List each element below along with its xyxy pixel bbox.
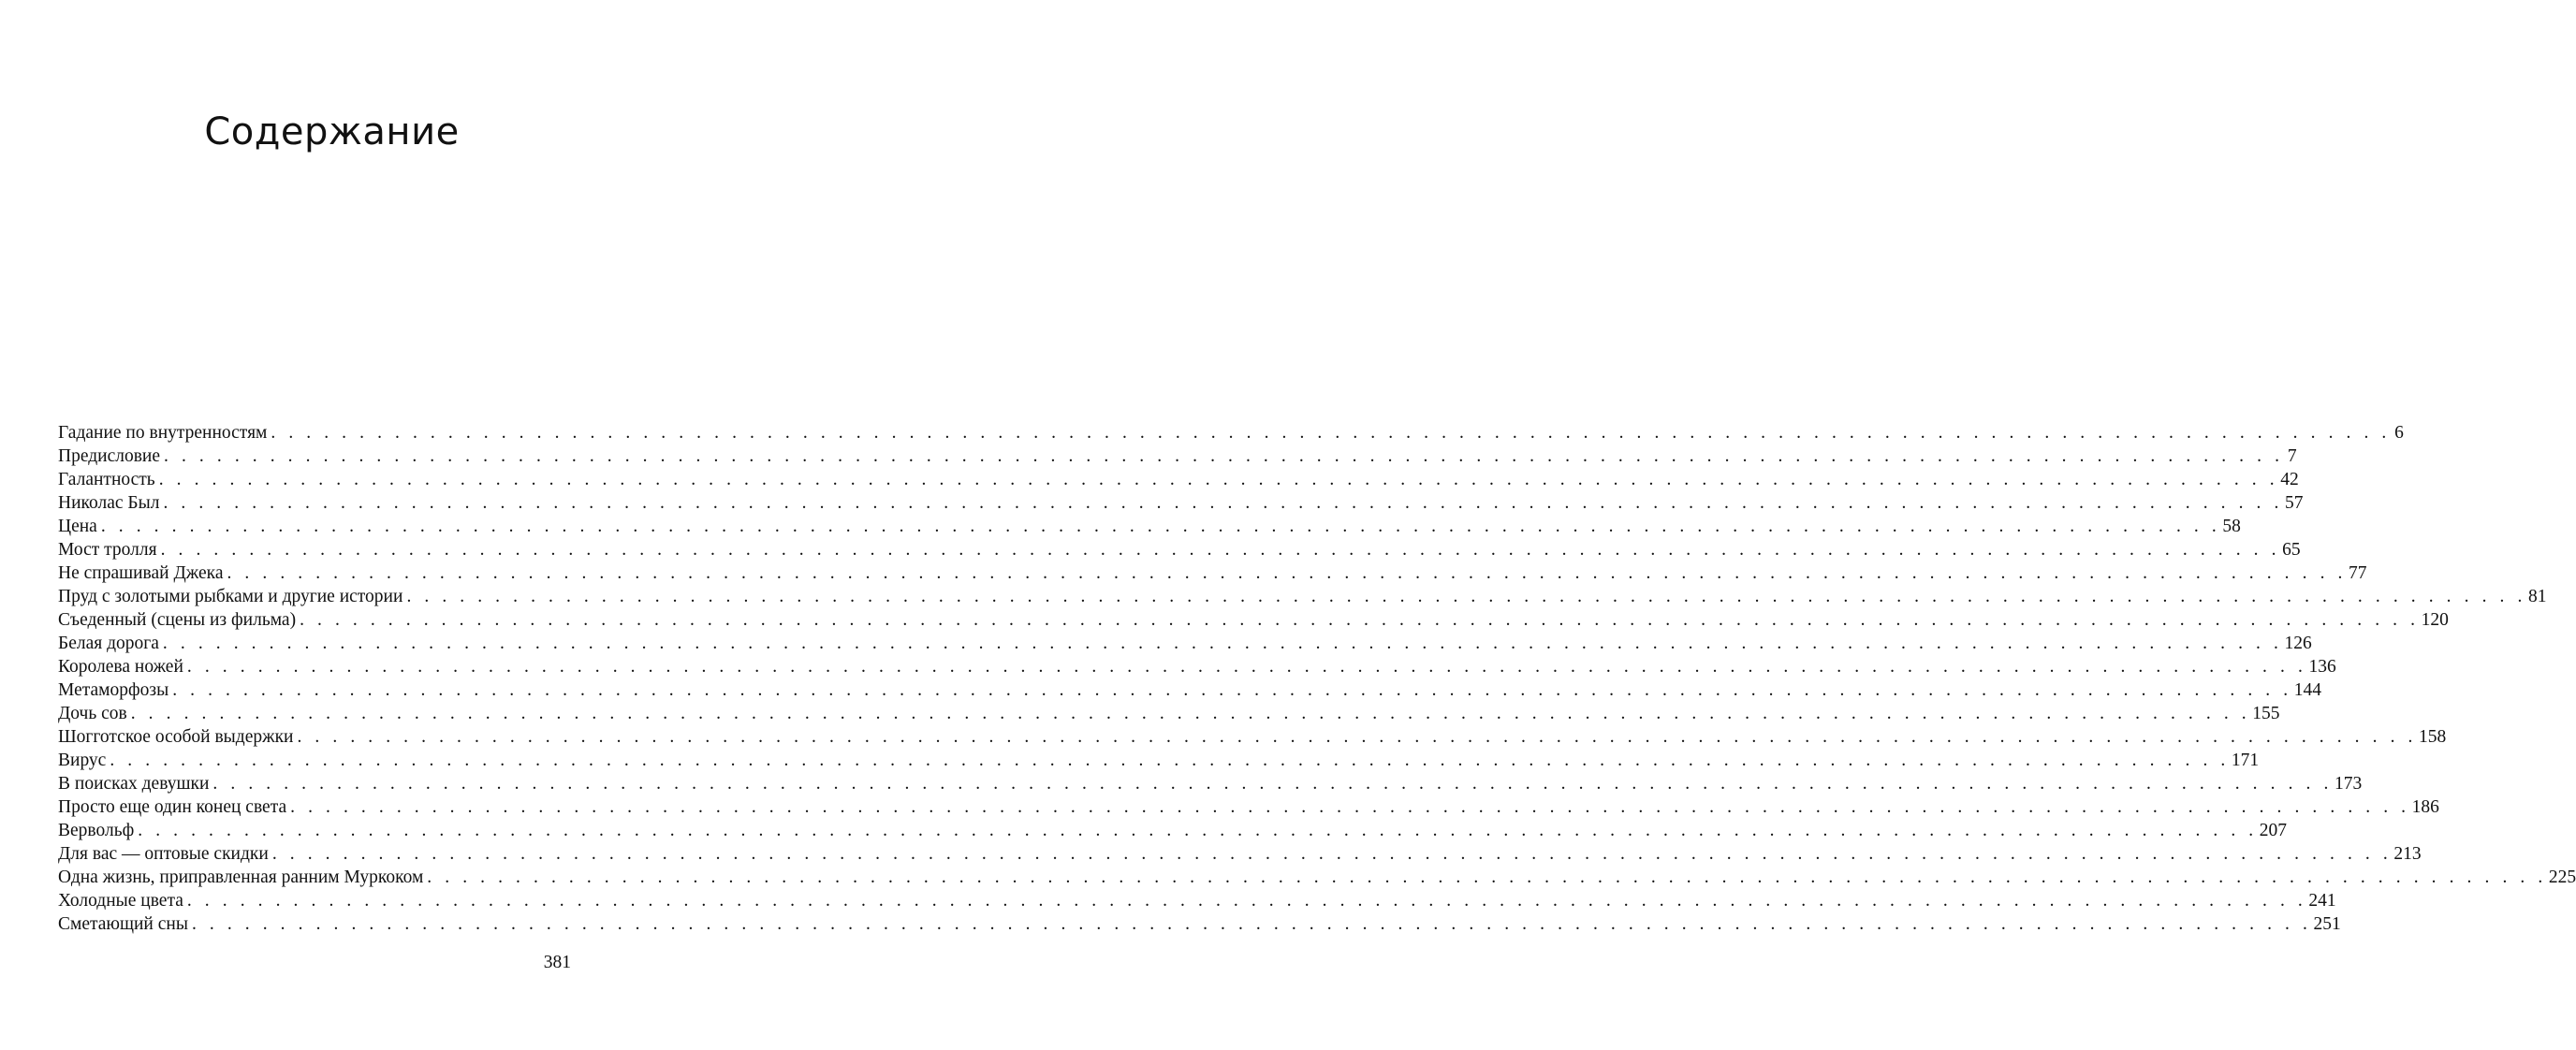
page-title: Содержание: [204, 110, 460, 153]
toc-entry-page: 58: [2222, 517, 2241, 536]
toc-entry-title: Для вас — оптовые скидки: [58, 844, 269, 864]
toc-entry-page: 251: [2313, 914, 2341, 934]
toc-dot-leader: . . . . . . . . . . . . . . . . . . . . . . . . . . . . . . . . . . . . . . . . . . . . . . . . . . . . . . . . . . . . . . . . . . . . . . . . . . . . . . . . . . . . . . . . . . . . . . . . . . . . . . . . . . . . . . . . . . . . . . . .: [212, 774, 2333, 794]
toc-dot-leader: . . . . . . . . . . . . . . . . . . . . . . . . . . . . . . . . . . . . . . . . . . . . . . . . . . . . . . . . . . . . . . . . . . . . . . . . . . . . . . . . . . . . . . . . . . . . . . . . . . . . . . . . . . . . . . . . . . . . . . . .: [297, 727, 2418, 747]
toc-entry-page: 171: [2231, 751, 2260, 770]
toc-entry-title: Метаморфозы: [58, 680, 169, 700]
toc-entry: [58, 445, 2297, 468]
toc-dot-leader: . . . . . . . . . . . . . . . . . . . . . . . . . . . . . . . . . . . . . . . . . . . . . . . . . . . . . . . . . . . . . . . . . . . . . . . . . . . . . . . . . . . . . . . . . . . . . . . . . . . . . . . . . . . . . . . . . . . . . . . .: [100, 517, 2221, 536]
toc-dot-leader: . . . . . . . . . . . . . . . . . . . . . . . . . . . . . . . . . . . . . . . . . . . . . . . . . . . . . . . . . . . . . . . . . . . . . . . . . . . . . . . . . . . . . . . . . . . . . . . . . . . . . . . . . . . . . . . . . . . . . . . .: [138, 821, 2258, 840]
toc-entry: [58, 725, 2447, 749]
toc-entry-title: Сметающий сны: [58, 914, 188, 934]
toc-entry: [58, 772, 2363, 795]
toc-dot-leader: . . . . . . . . . . . . . . . . . . . . . . . . . . . . . . . . . . . . . . . . . . . . . . . . . . . . . . . . . . . . . . . . . . . . . . . . . . . . . . . . . . . . . . . . . . . . . . . . . . . . . . . . . . . . . . . . . . . . . . . .: [300, 610, 2420, 630]
toc-entry: [58, 866, 2576, 889]
toc-entry: [58, 421, 2404, 445]
toc-entry-title: Не спрашивай Джека: [58, 563, 224, 583]
toc-entry-page: 126: [2284, 634, 2312, 653]
toc-entry: [58, 889, 2336, 912]
toc-entry-title: Предисловие: [58, 446, 161, 466]
toc-dot-leader: . . . . . . . . . . . . . . . . . . . . . . . . . . . . . . . . . . . . . . . . . . . . . . . . . . . . . . . . . . . . . . . . . . . . . . . . . . . . . . . . . . . . . . . . . . . . . . . . . . . . . . . . . . . . . . . . . . . . . . . .: [427, 868, 2547, 887]
toc-entry: [58, 561, 2367, 585]
toc-dot-leader: . . . . . . . . . . . . . . . . . . . . . . . . . . . . . . . . . . . . . . . . . . . . . . . . . . . . . . . . . . . . . . . . . . . . . . . . . . . . . . . . . . . . . . . . . . . . . . . . . . . . . . . . . . . . . . . . . . . . . . . .: [164, 446, 2284, 466]
toc-entry-title: Гадание по внутренностям: [58, 423, 268, 443]
toc-entry-title: Белая дорога: [58, 634, 159, 653]
table-of-contents: [58, 421, 2576, 936]
toc-dot-leader: . . . . . . . . . . . . . . . . . . . . . . . . . . . . . . . . . . . . . . . . . . . . . . . . . . . . . . . . . . . . . . . . . . . . . . . . . . . . . . . . . . . . . . . . . . . . . . . . . . . . . . . . . . . . . . . . . . . . . . . .: [191, 914, 2312, 934]
toc-entry-title: В поисках девушки: [58, 774, 210, 794]
toc-entry: [58, 678, 2321, 702]
toc-entry-title: Галантность: [58, 470, 155, 489]
toc-entry-title: Мост тролля: [58, 540, 157, 560]
toc-entry: [58, 749, 2260, 772]
toc-entry-page: 120: [2421, 610, 2449, 630]
toc-entry-page: 158: [2419, 727, 2447, 747]
toc-entry-title: Шогготское особой выдержки: [58, 727, 294, 747]
toc-entry-page: 241: [2308, 891, 2336, 911]
toc-dot-leader: . . . . . . . . . . . . . . . . . . . . . . . . . . . . . . . . . . . . . . . . . . . . . . . . . . . . . . . . . . . . . . . . . . . . . . . . . . . . . . . . . . . . . . . . . . . . . . . . . . . . . . . . . . . . . . . . . . . . . . . .: [227, 563, 2348, 583]
toc-dot-leader: . . . . . . . . . . . . . . . . . . . . . . . . . . . . . . . . . . . . . . . . . . . . . . . . . . . . . . . . . . . . . . . . . . . . . . . . . . . . . . . . . . . . . . . . . . . . . . . . . . . . . . . . . . . . . . . . . . . . . . . .: [163, 493, 2283, 513]
toc-entry: [58, 538, 2301, 561]
toc-entry-page: 173: [2334, 774, 2363, 794]
toc-entry: [58, 795, 2439, 819]
toc-entry: [58, 491, 2304, 515]
toc-entry-title: Просто еще один конец света: [58, 797, 287, 817]
toc-entry-title: Николас Был: [58, 493, 160, 513]
toc-dot-leader: . . . . . . . . . . . . . . . . . . . . . . . . . . . . . . . . . . . . . . . . . . . . . . . . . . . . . . . . . . . . . . . . . . . . . . . . . . . . . . . . . . . . . . . . . . . . . . . . . . . . . . . . . . . . . . . . . . . . . . . .: [158, 470, 2279, 489]
toc-entry-page: 155: [2252, 704, 2280, 723]
toc-dot-leader: . . . . . . . . . . . . . . . . . . . . . . . . . . . . . . . . . . . . . . . . . . . . . . . . . . . . . . . . . . . . . . . . . . . . . . . . . . . . . . . . . . . . . . . . . . . . . . . . . . . . . . . . . . . . . . . . . . . . . . . .: [160, 540, 2281, 560]
toc-entry: [58, 702, 2280, 725]
toc-entry: [58, 655, 2336, 678]
toc-entry-title: Дочь сов: [58, 704, 127, 723]
toc-entry: [58, 632, 2312, 655]
toc-entry-page: 213: [2393, 844, 2422, 864]
toc-entry: [58, 515, 2241, 538]
toc-entry-page: 7: [2287, 446, 2297, 466]
toc-entry-page: 207: [2259, 821, 2288, 840]
toc-dot-leader: . . . . . . . . . . . . . . . . . . . . . . . . . . . . . . . . . . . . . . . . . . . . . . . . . . . . . . . . . . . . . . . . . . . . . . . . . . . . . . . . . . . . . . . . . . . . . . . . . . . . . . . . . . . . . . . . . . . . . . . .: [172, 680, 2292, 700]
toc-entry-title: Съеденный (сцены из фильма): [58, 610, 297, 630]
toc-entry-page: 136: [2308, 657, 2336, 677]
toc-dot-leader: . . . . . . . . . . . . . . . . . . . . . . . . . . . . . . . . . . . . . . . . . . . . . . . . . . . . . . . . . . . . . . . . . . . . . . . . . . . . . . . . . . . . . . . . . . . . . . . . . . . . . . . . . . . . . . . . . . . . . . . .: [290, 797, 2410, 817]
toc-dot-leader: . . . . . . . . . . . . . . . . . . . . . . . . . . . . . . . . . . . . . . . . . . . . . . . . . . . . . . . . . . . . . . . . . . . . . . . . . . . . . . . . . . . . . . . . . . . . . . . . . . . . . . . . . . . . . . . . . . . . . . . .: [406, 587, 2526, 606]
toc-entry-page: 6: [2394, 423, 2404, 443]
toc-entry-page: 57: [2284, 493, 2304, 513]
toc-entry-page: 144: [2293, 680, 2321, 700]
toc-entry-page: 225: [2548, 868, 2576, 887]
toc-dot-leader: . . . . . . . . . . . . . . . . . . . . . . . . . . . . . . . . . . . . . . . . . . . . . . . . . . . . . . . . . . . . . . . . . . . . . . . . . . . . . . . . . . . . . . . . . . . . . . . . . . . . . . . . . . . . . . . . . . . . . . . .: [186, 891, 2307, 911]
toc-entry-title: Одна жизнь, приправленная ранним Муркоком: [58, 868, 424, 887]
toc-entry: [58, 842, 2422, 866]
toc-entry-title: Пруд с золотыми рыбками и другие истории: [58, 587, 403, 606]
toc-entry-page: 81: [2527, 587, 2547, 606]
toc-dot-leader: . . . . . . . . . . . . . . . . . . . . . . . . . . . . . . . . . . . . . . . . . . . . . . . . . . . . . . . . . . . . . . . . . . . . . . . . . . . . . . . . . . . . . . . . . . . . . . . . . . . . . . . . . . . . . . . . . . . . . . . .: [271, 844, 2393, 864]
toc-entry-title: Холодные цвета: [58, 891, 183, 911]
toc-entry-title: Вирус: [58, 751, 107, 770]
toc-entry-title: Вервольф: [58, 821, 135, 840]
toc-entry: [58, 819, 2288, 842]
toc-dot-leader: . . . . . . . . . . . . . . . . . . . . . . . . . . . . . . . . . . . . . . . . . . . . . . . . . . . . . . . . . . . . . . . . . . . . . . . . . . . . . . . . . . . . . . . . . . . . . . . . . . . . . . . . . . . . . . . . . . . . . . . .: [130, 704, 2251, 723]
toc-dot-leader: . . . . . . . . . . . . . . . . . . . . . . . . . . . . . . . . . . . . . . . . . . . . . . . . . . . . . . . . . . . . . . . . . . . . . . . . . . . . . . . . . . . . . . . . . . . . . . . . . . . . . . . . . . . . . . . . . . . . . . . .: [271, 423, 2391, 443]
toc-entry: [58, 608, 2449, 632]
toc-dot-leader: . . . . . . . . . . . . . . . . . . . . . . . . . . . . . . . . . . . . . . . . . . . . . . . . . . . . . . . . . . . . . . . . . . . . . . . . . . . . . . . . . . . . . . . . . . . . . . . . . . . . . . . . . . . . . . . . . . . . . . . .: [162, 634, 2283, 653]
toc-entry-page: 65: [2282, 540, 2301, 560]
toc-entry-title: Королева ножей: [58, 657, 183, 677]
toc-entry-page: 77: [2349, 563, 2367, 583]
toc-dot-leader: . . . . . . . . . . . . . . . . . . . . . . . . . . . . . . . . . . . . . . . . . . . . . . . . . . . . . . . . . . . . . . . . . . . . . . . . . . . . . . . . . . . . . . . . . . . . . . . . . . . . . . . . . . . . . . . . . . . . . . . .: [186, 657, 2307, 677]
toc-entry-page: 42: [2280, 470, 2299, 489]
toc-entry: [58, 912, 2341, 936]
page-number: 381: [543, 953, 571, 972]
toc-entry-title: Цена: [58, 517, 97, 536]
toc-entry: [58, 585, 2547, 608]
toc-entry-page: 186: [2411, 797, 2439, 817]
toc-entry: [58, 468, 2299, 491]
toc-dot-leader: . . . . . . . . . . . . . . . . . . . . . . . . . . . . . . . . . . . . . . . . . . . . . . . . . . . . . . . . . . . . . . . . . . . . . . . . . . . . . . . . . . . . . . . . . . . . . . . . . . . . . . . . . . . . . . . . . . . . . . . .: [110, 751, 2230, 770]
